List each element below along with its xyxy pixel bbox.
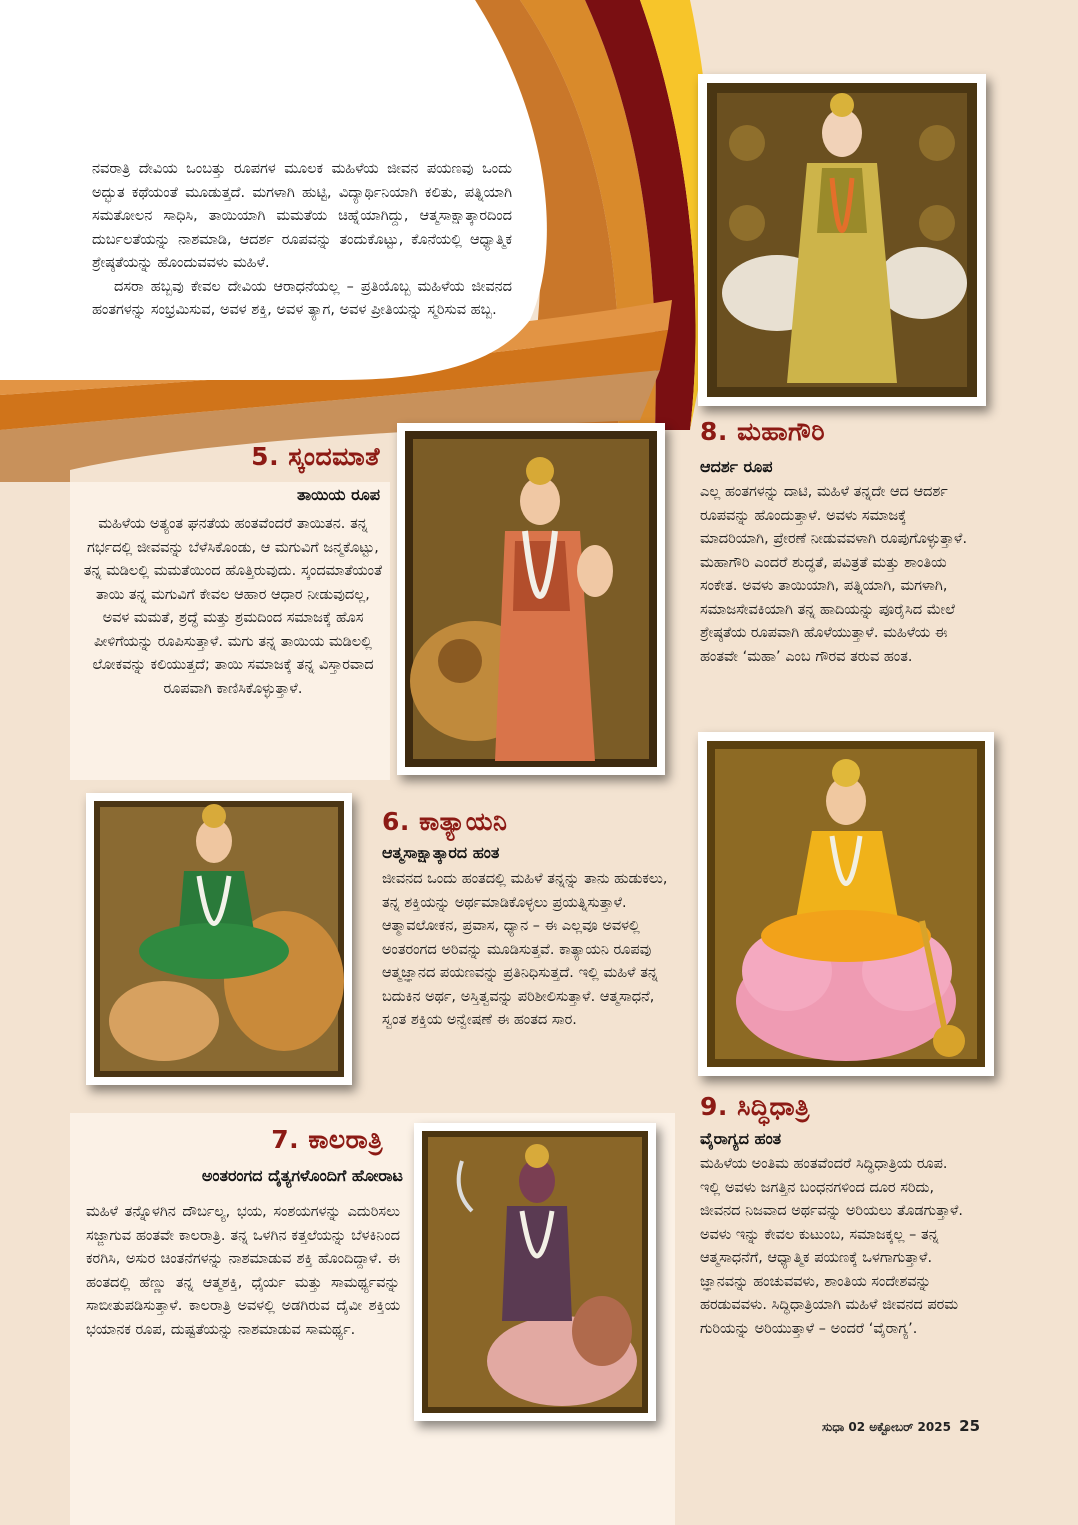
page-footer [822, 1417, 980, 1435]
skandamata-idol-image [405, 431, 657, 767]
katyayani-photo [86, 793, 352, 1085]
intro-text [92, 158, 512, 323]
footer-date: 02 ಅಕ್ಟೋಬರ್ 2025 [848, 1420, 951, 1434]
mahagauri-subheading: ಆದರ್ಶ ರೂಪ [700, 457, 773, 476]
mahagauri-idol-image [707, 83, 977, 397]
intro-paragraph-1: ನವರಾತ್ರಿ ದೇವಿಯ ಒಂಬತ್ತು ರೂಪಗಳ ಮೂಲಕ ಮಹಿಳೆಯ ಜೀವನ ಪಯಣವು ಒಂದು ಅದ್ಭುತ ಕಥೆಯಂತೆ ಮೂಡುತ್ತದೆ. ಮಗಳಾಗಿ ಹುಟ್ಟಿ, ವಿದ್ಯಾರ್ಥಿನಿಯಾಗಿ ಕಲಿತು, ಪತ್ನಿಯಾಗಿ ಸಮತೋಲನ ಸಾಧಿಸಿ, ತಾಯಿಯಾಗಿ ಮಮತೆಯ ಚಿಹ್ನೆಯಾಗಿದ್ದು, ಆತ್ಮಸಾಕ್ಷಾತ್ಕಾರದಿಂದ ದುರ್ಬಲತೆಯನ್ನು ನಾಶಮಾಡಿ, ಆದರ್ಶ ರೂಪವನ್ನು ತಂದುಕೊಟ್ಟು, ಕೊನೆಯಲ್ಲಿ ಆಧ್ಯಾತ್ಮಿಕ ಶ್ರೇಷ್ಠತೆಯನ್ನು ಹೊಂದುವವಳು ಮಹಿಳೆ. [92, 161, 512, 271]
katyayani-body: ಜೀವನದ ಒಂದು ಹಂತದಲ್ಲಿ ಮಹಿಳೆ ತನ್ನನ್ನು ತಾನು ಹುಡುಕಲು, ತನ್ನ ಶಕ್ತಿಯನ್ನು ಅರ್ಥಮಾಡಿಕೊಳ್ಳಲು ಪ್ರಯತ್ನಿಸುತ್ತಾಳೆ. ಆತ್ಮಾವಲೋಕನ, ಪ್ರವಾಸ, ಧ್ಯಾನ – ಈ ಎಲ್ಲವೂ ಅವಳಲ್ಲಿ ಅಂತರಂಗದ ಅರಿವನ್ನು ಮೂಡಿಸುತ್ತವೆ. ಕಾತ್ಯಾಯನಿ ರೂಪವು ಆತ್ಮಜ್ಞಾನದ ಪಯಣವನ್ನು ಪ್ರತಿನಿಧಿಸುತ್ತದೆ. ಇಲ್ಲಿ ಮಹಿಳೆ ತನ್ನ ಬದುಕಿನ ಅರ್ಥ, ಅಸ್ತಿತ್ವವನ್ನು ಪರಿಶೀಲಿಸುತ್ತಾಳೆ. ಆತ್ಮಸಾಧನೆ, ಸ್ವಂತ ಶಕ್ತಿಯ ಅನ್ವೇಷಣೆ ಈ ಹಂತದ ಸಾರ. [382, 871, 668, 1028]
kalaratri-idol-image [422, 1131, 648, 1413]
mahagauri-photo [698, 74, 986, 406]
siddhidhatri-body: ಮಹಿಳೆಯ ಅಂತಿಮ ಹಂತವೆಂದರೆ ಸಿದ್ಧಿಧಾತ್ರಿಯ ರೂಪ. ಇಲ್ಲಿ ಅವಳು ಜಗತ್ತಿನ ಬಂಧನಗಳಿಂದ ದೂರ ಸರಿದು, ಜೀವನದ ನಿಜವಾದ ಅರ್ಥವನ್ನು ಅರಿಯಲು ತೊಡಗುತ್ತಾಳೆ. ಅವಳು ಇನ್ನು ಕೇವಲ ಕುಟುಂಬ, ಸಮಾಜಕ್ಕಲ್ಲ – ತನ್ನ ಆತ್ಮಸಾಧನೆಗೆ, ಆಧ್ಯಾತ್ಮಿಕ ಪಯಣಕ್ಕೆ ಒಳಗಾಗುತ್ತಾಳೆ. ಜ್ಞಾನವನ್ನು ಹಂಚುವವಳು, ಶಾಂತಿಯ ಸಂದೇಶವನ್ನು ಹರಡುವವಳು. ಸಿದ್ಧಿಧಾತ್ರಿಯಾಗಿ ಮಹಿಳೆ ಜೀವನದ ಪರಮ ಗುರಿಯನ್ನು ಅರಿಯುತ್ತಾಳೆ – ಅಂದರೆ ‘ವೈರಾಗ್ಯ’. [700, 1156, 964, 1337]
page-number: 25 [959, 1417, 981, 1435]
siddhidhatri-subheading: ವೈರಾಗ್ಯದ ಹಂತ [700, 1129, 782, 1148]
siddhidhatri-heading: 9. ಸಿದ್ಧಿಧಾತ್ರಿ [700, 1092, 810, 1121]
kalaratri-body: ಮಹಿಳೆ ತನ್ನೊಳಗಿನ ದೌರ್ಬಲ್ಯ, ಭಯ, ಸಂಶಯಗಳನ್ನು ಎದುರಿಸಲು ಸಜ್ಜಾಗುವ ಹಂತವೇ ಕಾಲರಾತ್ರಿ. ತನ್ನ ಒಳಗಿನ ಕತ್ತಲೆಯನ್ನು ಬೆಳಕಿನಿಂದ ಕರಗಿಸಿ, ಅಸುರ ಚಿಂತನೆಗಳನ್ನು ನಾಶಮಾಡುವ ಶಕ್ತಿ ಹೊಂದಿದ್ದಾಳೆ. ಈ ಹಂತದಲ್ಲಿ ಹೆಣ್ಣು ತನ್ನ ಆತ್ಮಶಕ್ತಿ, ಧೈರ್ಯ ಮತ್ತು ಸಾಮರ್ಥ್ಯವನ್ನು ಸಾಬೀತುಪಡಿಸುತ್ತಾಳೆ. ಕಾಲರಾತ್ರಿ ಅವಳಲ್ಲಿ ಅಡಗಿರುವ ದೈವೀ ಶಕ್ತಿಯ ಭಯಾನಕ ರೂಪ, ದುಷ್ಟತೆಯನ್ನು ನಾಶಮಾಡುವ ಸಾಮರ್ಥ್ಯ. [86, 1204, 400, 1338]
kalaratri-subheading: ಅಂತರಂಗದ ದೈತ್ಯಗಳೊಂದಿಗೆ ಹೋರಾಟ [201, 1166, 403, 1185]
kalaratri-heading: 7. ಕಾಲರಾತ್ರಿ [271, 1125, 383, 1154]
mahagauri-heading: 8. ಮಹಾಗೌರಿ [700, 417, 826, 446]
skandamata-subheading: ತಾಯಿಯ ರೂಪ [297, 485, 380, 504]
skandamata-body: ಮಹಿಳೆಯ ಅತ್ಯಂತ ಘನತೆಯ ಹಂತವೆಂದರೆ ತಾಯಿತನ. ತನ್ನ ಗರ್ಭದಲ್ಲಿ ಜೀವವನ್ನು ಬೆಳೆಸಿಕೊಂಡು, ಆ ಮಗುವಿಗೆ ಜನ್ಮಕೊಟ್ಟು, ತನ್ನ ಮಡಿಲಲ್ಲಿ ಮಮತೆಯಿಂದ ಹೊತ್ತಿರುವುದು. ಸ್ಕಂದಮಾತೆಯಂತೆ ತಾಯಿ ತನ್ನ ಮಗುವಿಗೆ ಕೇವಲ ಆಹಾರ ಆಧಾರ ನೀಡುವುದಲ್ಲ, ಅವಳ ಮಮತೆ, ಶ್ರದ್ಧೆ ಮತ್ತು ಶ್ರಮದಿಂದ ಸಮಾಜಕ್ಕೆ ಹೊಸ ಪೀಳಿಗೆಯನ್ನು ರೂಪಿಸುತ್ತಾಳೆ. ಮಗು ತನ್ನ ತಾಯಿಯ ಮಡಿಲಲ್ಲಿ ಲೋಕವನ್ನು ಕಲಿಯುತ್ತದೆ; ತಾಯಿ ಸಮಾಜಕ್ಕೆ ತನ್ನ ವಿಸ್ತಾರವಾದ ರೂಪವಾಗಿ ಕಾಣಿಸಿಕೊಳ್ಳುತ್ತಾಳೆ. [83, 516, 383, 697]
katyayani-subheading: ಆತ್ಮಸಾಕ್ಷಾತ್ಕಾರದ ಹಂತ [382, 843, 500, 862]
skandamata-heading: 5. ಸ್ಕಂದಮಾತೆ [251, 442, 380, 471]
intro-paragraph-2: ದಸರಾ ಹಬ್ಬವು ಕೇವಲ ದೇವಿಯ ಆರಾಧನೆಯಲ್ಲ – ಪ್ರತಿಯೊಬ್ಬ ಮಹಿಳೆಯ ಜೀವನದ ಹಂತಗಳನ್ನು ಸಂಭ್ರಮಿಸುವ, ಅವಳ ಶಕ್ತಿ, ಅವಳ ತ್ಯಾಗ, ಅವಳ ಪ್ರೀತಿಯನ್ನು ಸ್ಮರಿಸುವ ಹಬ್ಬ. [92, 278, 512, 318]
katyayani-idol-image [94, 801, 344, 1077]
siddhidhatri-idol-image [707, 741, 985, 1067]
kalaratri-photo [414, 1123, 656, 1421]
siddhidhatri-photo [698, 732, 994, 1076]
mahagauri-body: ಎಲ್ಲ ಹಂತಗಳನ್ನು ದಾಟಿ, ಮಹಿಳೆ ತನ್ನದೇ ಆದ ಆದರ್ಶ ರೂಪವನ್ನು ಹೊಂದುತ್ತಾಳೆ. ಅವಳು ಸಮಾಜಕ್ಕೆ ಮಾದರಿಯಾಗಿ, ಪ್ರೇರಣೆ ನೀಡುವವಳಾಗಿ ರೂಪುಗೊಳ್ಳುತ್ತಾಳೆ. ಮಹಾಗೌರಿ ಎಂದರೆ ಶುದ್ಧತೆ, ಪವಿತ್ರತೆ ಮತ್ತು ಶಾಂತಿಯ ಸಂಕೇತ. ಅವಳು ತಾಯಿಯಾಗಿ, ಪತ್ನಿಯಾಗಿ, ಮಗಳಾಗಿ, ಸಮಾಜಸೇವಕಿಯಾಗಿ ತನ್ನ ಹಾದಿಯನ್ನು ಪೂರೈಸಿದ ಮೇಲೆ ಶ್ರೇಷ್ಠತೆಯ ರೂಪವಾಗಿ ಹೊಳೆಯುತ್ತಾಳೆ. ಮಹಿಳೆಯ ಈ ಹಂತವೇ ‘ಮಹಾ’ ಎಂಬ ಗೌರವ ತರುವ ಹಂತ. [700, 484, 968, 665]
footer-magazine: ಸುಧಾ [822, 1420, 845, 1434]
katyayani-heading: 6. ಕಾತ್ಯಾಯನಿ [382, 807, 508, 836]
skandamata-photo [397, 423, 665, 775]
